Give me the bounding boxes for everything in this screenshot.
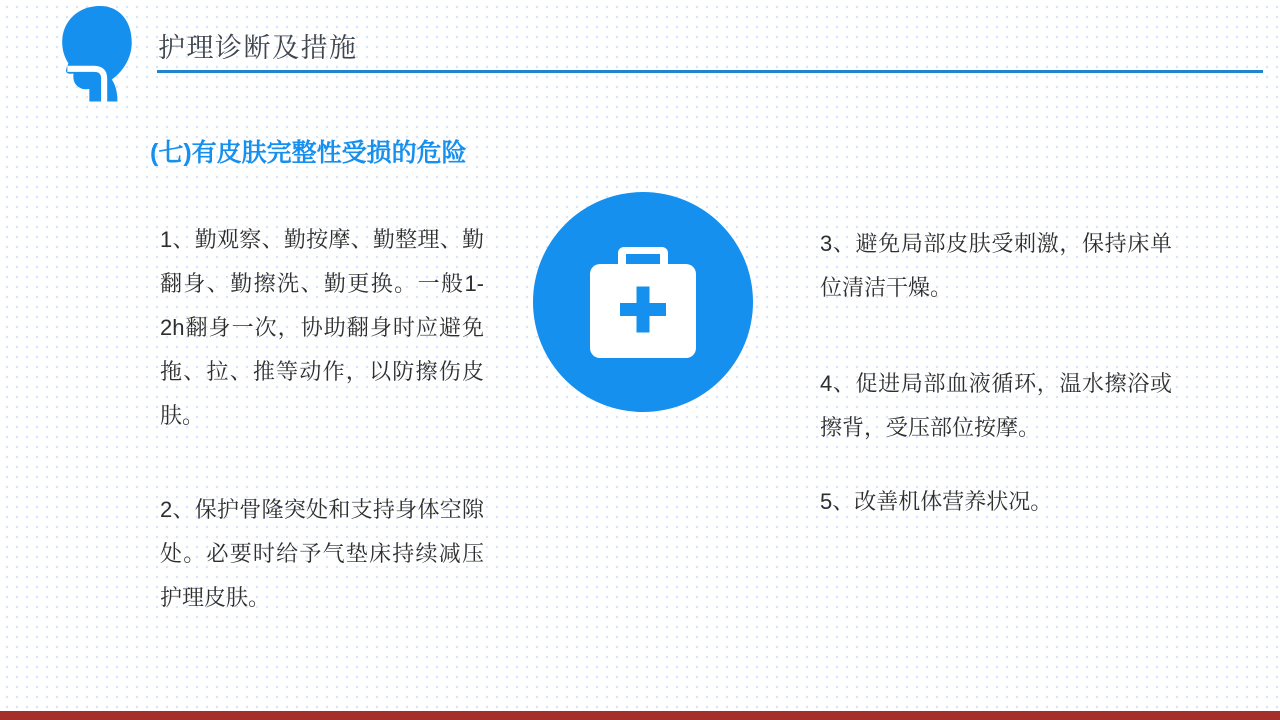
measure-item-5: 5、改善机体营养状况。 bbox=[820, 489, 1053, 514]
bottom-accent-bar bbox=[0, 711, 1280, 720]
first-aid-kit-icon bbox=[588, 247, 698, 359]
title-underline bbox=[157, 70, 1263, 73]
measure-item-3: 3、避免局部皮肤受刺激，保持床单位清洁干燥。 bbox=[820, 231, 1172, 300]
page-title: 护理诊断及措施 bbox=[158, 33, 358, 63]
head-throat-icon bbox=[58, 6, 136, 102]
measure-item-2: 2、保护骨隆突处和支持身体空隙处。必要时给予气垫床持续减压护理皮肤。 bbox=[160, 497, 484, 610]
measure-item-1: 1、勤观察、勤按摩、勤整理、勤翻身、勤擦洗、勤更换。一般1-2h翻身一次，协助翻身时应避免拖、拉、推等动作，以防擦伤皮肤。 bbox=[160, 227, 484, 428]
measure-item-4: 4、促进局部血液循环，温水擦浴或擦背，受压部位按摩。 bbox=[820, 371, 1172, 440]
section-subtitle: (七)有皮肤完整性受损的危险 bbox=[150, 139, 467, 167]
